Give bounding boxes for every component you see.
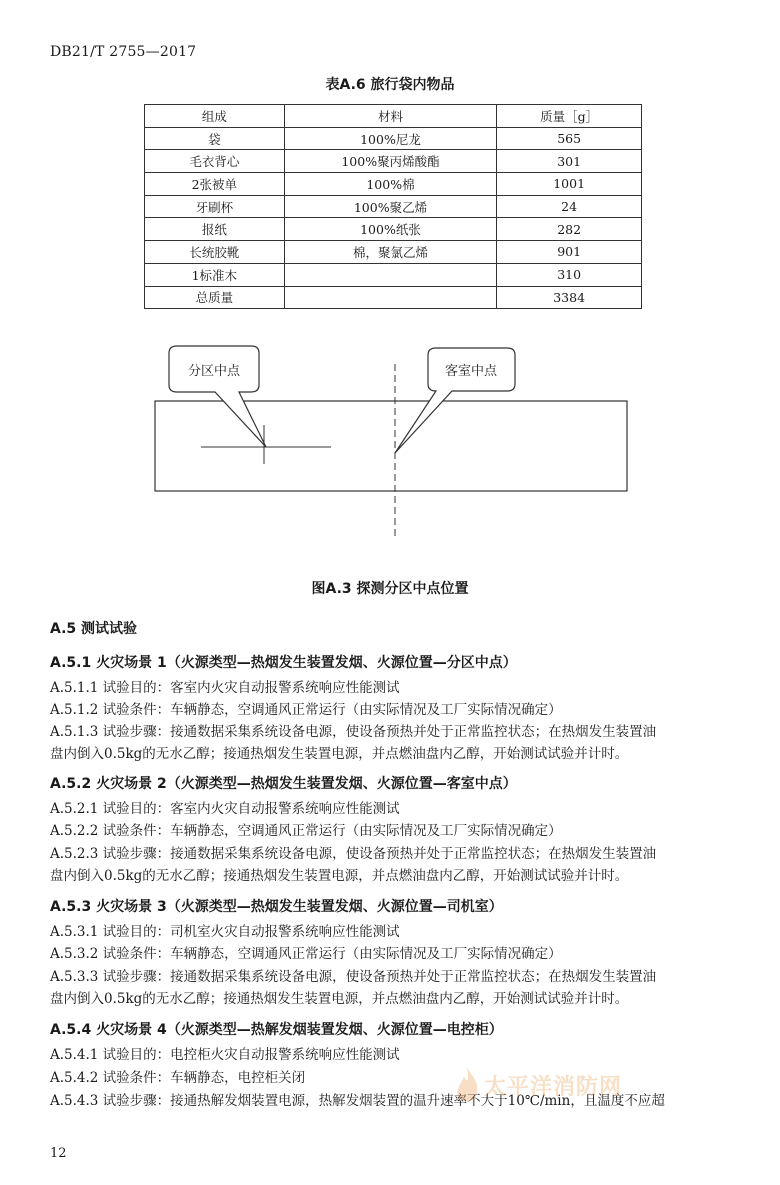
header-cell: 质量［g］: [497, 105, 642, 128]
cell-material: 100%纸张: [284, 218, 497, 241]
paragraph-a533-line2: 盘内倒入0.5kg的无水乙醇；接通热烟发生装置电源，并点燃油盘内乙醇，开始测试试验并计时。: [50, 991, 629, 1007]
paragraph-a532: A.5.3.2 试验条件：车辆静态，空调通风正常运行（由实际情况及工厂实际情况确定）: [50, 946, 562, 962]
section-a54-title: A.5.4 火灾场景 4（火源类型—热解发烟装置发烟、火源位置—电控柜）: [50, 1022, 503, 1038]
table-row: [145, 218, 642, 241]
cell-material: [284, 286, 497, 309]
paragraph-a511: A.5.1.1 试验目的：客室内火灾自动报警系统响应性能测试: [50, 680, 400, 696]
cell-component: 袋: [145, 127, 285, 150]
header-cell: 材料: [284, 105, 497, 128]
cell-component: 毛衣背心: [145, 150, 285, 173]
section-a53-title: A.5.3 火灾场景 3（火源类型—热烟发生装置发烟、火源位置—司机室）: [50, 899, 503, 915]
page-number: 12: [50, 1146, 67, 1161]
cell-component: 牙刷杯: [145, 195, 285, 218]
watermark: [452, 1064, 662, 1108]
cell-material: 100%聚丙烯酸酯: [284, 150, 497, 173]
section-a5-title: A.5 测试试验: [50, 621, 138, 637]
cell-component: 报纸: [145, 218, 285, 241]
cell-component: 2张被单: [145, 173, 285, 196]
paragraph-a543-line1: A.5.4.3 试验步骤：接通热解发烟装置电源，热解发烟装置的温升速率不大于10℃/min，且温度不应超: [50, 1093, 665, 1109]
cell-component: 长统胶靴: [145, 241, 285, 264]
table-row: [145, 195, 642, 218]
paragraph-a531: A.5.3.1 试验目的：司机室火灾自动报警系统响应性能测试: [50, 924, 400, 940]
section-a52-title: A.5.2 火灾场景 2（火源类型—热烟发生装置发烟、火源位置—客室中点）: [50, 776, 517, 792]
table-caption: 表A.6 旅行袋内物品: [325, 77, 455, 93]
cabin-midpoint-label: 客室中点: [444, 364, 498, 379]
cell-component: 总质量: [145, 286, 285, 309]
cell-mass: 1001: [497, 173, 642, 196]
cell-mass: 310: [497, 263, 642, 286]
watermark-text: 太平洋消防网: [484, 1075, 623, 1100]
cell-mass: 3384: [497, 286, 642, 309]
section-a51-title: A.5.1 火灾场景 1（火源类型—热烟发生装置发烟、火源位置—分区中点）: [50, 655, 517, 671]
cell-mass: 301: [497, 150, 642, 173]
table-row: [145, 286, 642, 309]
cell-mass: 24: [497, 195, 642, 218]
cell-material: 棉，聚氯乙烯: [284, 241, 497, 264]
table-row: [145, 263, 642, 286]
header-cell: 组成: [145, 105, 285, 128]
table-row: [145, 127, 642, 150]
paragraph-a522: A.5.2.2 试验条件：车辆静态，空调通风正常运行（由实际情况及工厂实际情况确定）: [50, 823, 562, 839]
document-code: DB21/T 2755—2017: [50, 44, 197, 60]
zone-midpoint-label: 分区中点: [187, 364, 241, 379]
table-row: [145, 241, 642, 264]
cell-material: [284, 263, 497, 286]
cell-mass: 282: [497, 218, 642, 241]
paragraph-a533-line1: A.5.3.3 试验步骤：接通数据采集系统设备电源，使设备预热并处于正常监控状态；在热烟发生装置油: [50, 969, 657, 985]
cell-material: 100%聚乙烯: [284, 195, 497, 218]
paragraph-a541: A.5.4.1 试验目的：电控柜火灾自动报警系统响应性能测试: [50, 1047, 400, 1063]
paragraph-a512: A.5.1.2 试验条件：车辆静态，空调通风正常运行（由实际情况及工厂实际情况确定）: [50, 702, 562, 718]
cell-material: 100%尼龙: [284, 127, 497, 150]
items-table: [144, 104, 642, 309]
paragraph-a513-line2: 盘内倒入0.5kg的无水乙醇；接通热烟发生装置电源，并点燃油盘内乙醇，开始测试试验并计时。: [50, 746, 629, 762]
paragraph-a542: A.5.4.2 试验条件：车辆静态，电控柜关闭: [50, 1070, 306, 1086]
detection-zone-figure: [145, 330, 645, 552]
table-row: [145, 150, 642, 173]
cell-component: 1标准木: [145, 263, 285, 286]
paragraph-a513-line1: A.5.1.3 试验步骤：接通数据采集系统设备电源，使设备预热并处于正常监控状态；在热烟发生装置油: [50, 724, 657, 740]
cell-mass: 901: [497, 241, 642, 264]
figure-caption: 图A.3 探测分区中点位置: [311, 581, 469, 597]
cell-material: 100%棉: [284, 173, 497, 196]
paragraph-a523-line1: A.5.2.3 试验步骤：接通数据采集系统设备电源，使设备预热并处于正常监控状态；在热烟发生装置油: [50, 846, 657, 862]
table-row: [145, 173, 642, 196]
flame-icon: [452, 1066, 482, 1106]
cell-mass: 565: [497, 127, 642, 150]
paragraph-a521: A.5.2.1 试验目的：客室内火灾自动报警系统响应性能测试: [50, 801, 400, 817]
paragraph-a523-line2: 盘内倒入0.5kg的无水乙醇；接通热烟发生装置电源，并点燃油盘内乙醇，开始测试试验并计时。: [50, 868, 629, 884]
table-header-row: [145, 105, 642, 128]
